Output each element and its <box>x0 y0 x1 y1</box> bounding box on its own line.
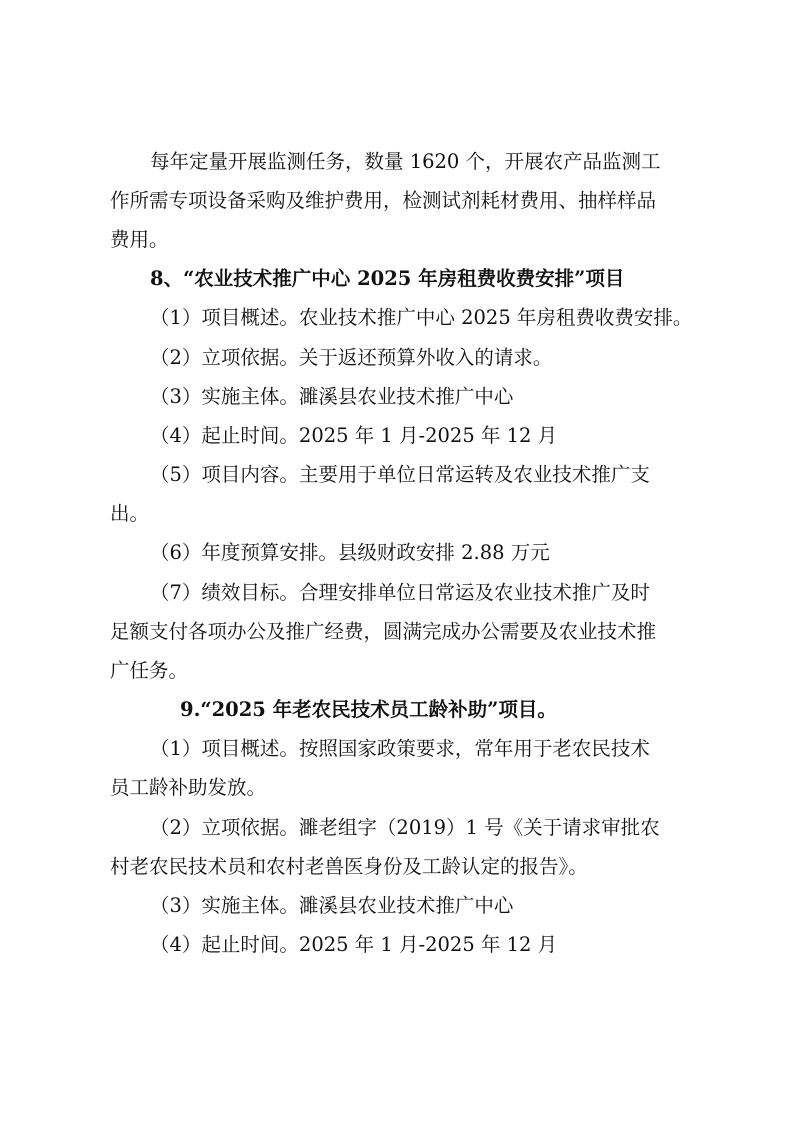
section-8-item-6: （6）年度预算安排。县级财政安排 2.88 万元 <box>150 541 550 564</box>
section-8-item-5-line-2: 出。 <box>110 502 150 525</box>
section-8-heading: 8、“农业技术推广中心 2025 年房租费收费安排”项目 <box>150 267 625 290</box>
section-9-heading: 9.“2025 年老农民技术员工龄补助”项目。 <box>180 698 557 721</box>
section-8-item-4: （4）起止时间。2025 年 1 月-2025 年 12 月 <box>150 424 558 447</box>
section-9-item-2-line-1: （2）立项依据。濉老组字（2019）1 号《关于请求审批农 <box>150 816 660 839</box>
section-8-item-7-line-3: 广任务。 <box>110 659 189 682</box>
section-8-item-2: （2）立项依据。关于返还预算外收入的请求。 <box>150 346 553 369</box>
section-9-item-4: （4）起止时间。2025 年 1 月-2025 年 12 月 <box>150 933 558 956</box>
intro-line-2: 作所需专项设备采购及维护费用，检测试剂耗材费用、抽样样品 <box>110 189 657 212</box>
section-9-item-2-line-2: 村老农民技术员和农村老兽医身份及工龄认定的报告》。 <box>110 855 588 878</box>
section-8-item-7-line-1: （7）绩效目标。合理安排单位日常运及农业技术推广及时 <box>150 581 650 604</box>
section-8-item-3: （3）实施主体。濉溪县农业技术推广中心 <box>150 385 514 408</box>
section-8-item-7-line-2: 足额支付各项办公及推广经费，圆满完成办公需要及农业技术推 <box>110 620 657 643</box>
section-9-item-3: （3）实施主体。濉溪县农业技术推广中心 <box>150 894 514 917</box>
intro-line-3: 费用。 <box>110 228 169 251</box>
intro-line-1: 每年定量开展监测任务，数量 1620 个，开展农产品监测工 <box>150 150 661 173</box>
section-8-item-5-line-1: （5）项目内容。主要用于单位日常运转及农业技术推广支 <box>150 463 650 486</box>
section-8-item-1: （1）项目概述。农业技术推广中心 2025 年房租费收费安排。 <box>150 306 693 329</box>
section-9-item-1-line-2: 员工龄补助发放。 <box>110 776 267 799</box>
section-9-item-1-line-1: （1）项目概述。按照国家政策要求，常年用于老农民技术 <box>150 737 650 760</box>
